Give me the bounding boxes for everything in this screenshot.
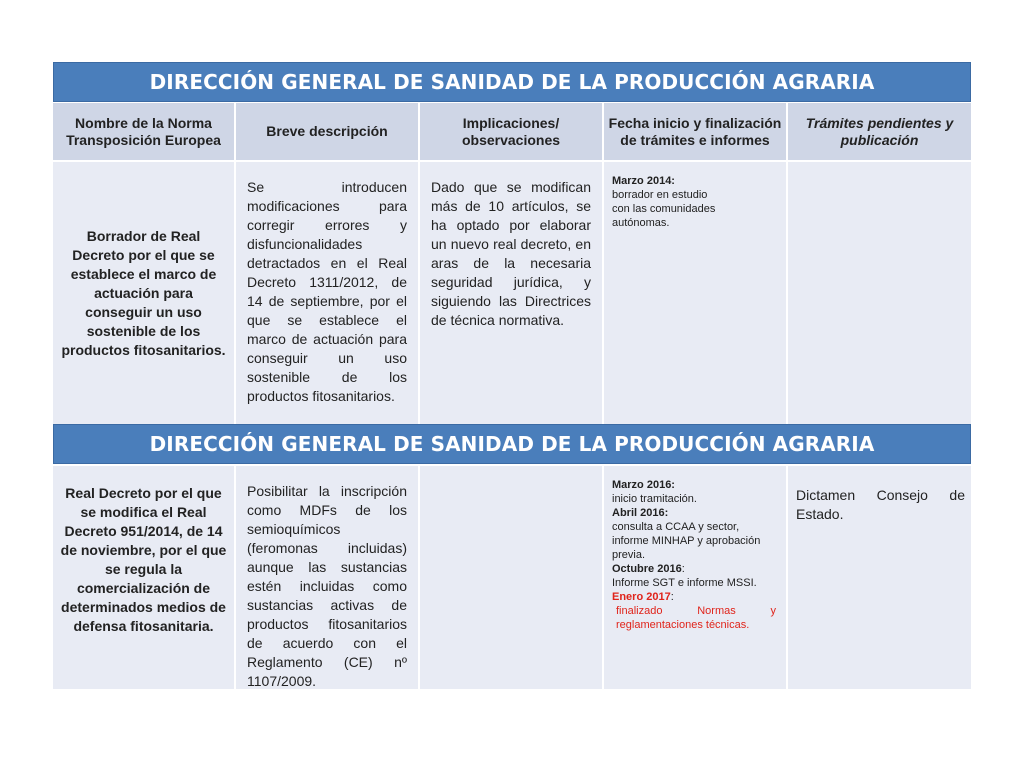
row2-norma: Real Decreto por el que se modifica el Real Decreto 951/2014, de 14 de noviembre, por el que se regula la comercialización de determinados medios de defensa fitosanitaria. [53, 466, 236, 689]
header-implicaciones: Implicaciones/ observaciones [420, 103, 604, 160]
row2-fecha-octubre-text: Informe SGT e informe MSSI. [612, 577, 757, 589]
header-breve-descripcion: Breve descripción [236, 103, 420, 160]
section-title-1: DIRECCIÓN GENERAL DE SANIDAD DE LA PRODUCCIÓN AGRARIA [53, 62, 971, 102]
row2-fecha-marzo-label: Marzo 2016: [612, 479, 675, 491]
row1-fecha-label: Marzo 2014: [612, 175, 675, 187]
section-title-2: DIRECCIÓN GENERAL DE SANIDAD DE LA PRODUCCIÓN AGRARIA [53, 424, 971, 464]
row2-fecha-octubre-label: Octubre 2016 [612, 563, 682, 575]
table-row [53, 466, 971, 689]
row2-fechas: Marzo 2016: inicio tramitación. Abril 2016: consulta a CCAA y sector, informe MINHAP y aprobación previa. Octubre 2016: Informe SGT e informe MSSI. Enero 2017: finalizado Normas y reglamentaciones técnicas. [604, 466, 788, 689]
header-nombre-norma: Nombre de la Norma Transposición Europea [53, 103, 236, 160]
table-header-row [53, 103, 971, 160]
header-tramites-pendientes: Trámites pendientes y publicación [788, 103, 971, 160]
row1-fecha-line1: borrador en estudio [612, 189, 708, 201]
row2-fecha-marzo-text: inicio tramitación. [612, 493, 697, 505]
row1-descripcion: Se introducen modificaciones para corregir errores y disfuncionalidades detractados en el Real Decreto 1311/2012, de 14 de septiembre, por el que se establece el marco de actuación para conseguir un uso sostenible de los productos fitosanitarios. [236, 162, 420, 424]
row2-descripcion: Posibilitar la inscripción como MDFs de los semioquímicos (feromonas incluidas) aunque las sustancias estén incluidas como sustancias activas de productos fitosanitarios de acuerdo con el Reglamento (CE) nº 1107/2009. [236, 466, 420, 689]
row1-norma: Borrador de Real Decreto por el que se establece el marco de actuación para conseguir un uso sostenible de los productos fitosanitarios. [53, 162, 236, 424]
row1-fecha-line3: autónomas. [612, 217, 670, 229]
row2-implicaciones [420, 466, 604, 689]
row2-fecha-abril-label: Abril 2016: [612, 507, 669, 519]
row2-tramites: Dictamen Consejo de Estado. [788, 466, 971, 689]
row1-implicaciones: Dado que se modifican más de 10 artículos, se ha optado por elaborar un nuevo real decreto, en aras de la necesaria seguridad jurídica, y siguiendo las Directrices de técnica normativa. [420, 162, 604, 424]
row1-fechas [604, 162, 788, 424]
row2-fecha-enero-label: Enero 2017 [612, 591, 671, 603]
row2-fecha-abril-text: consulta a CCAA y sector, informe MINHAP y aprobación previa. [612, 521, 761, 561]
table-row [53, 162, 971, 424]
row1-fecha-line2: con las comunidades [612, 203, 716, 215]
header-fechas: Fecha inicio y finalización de trámites e informes [604, 103, 788, 160]
row2-fecha-enero-text: finalizado Normas y reglamentaciones técnicas. [616, 605, 776, 631]
row1-tramites [788, 162, 971, 424]
